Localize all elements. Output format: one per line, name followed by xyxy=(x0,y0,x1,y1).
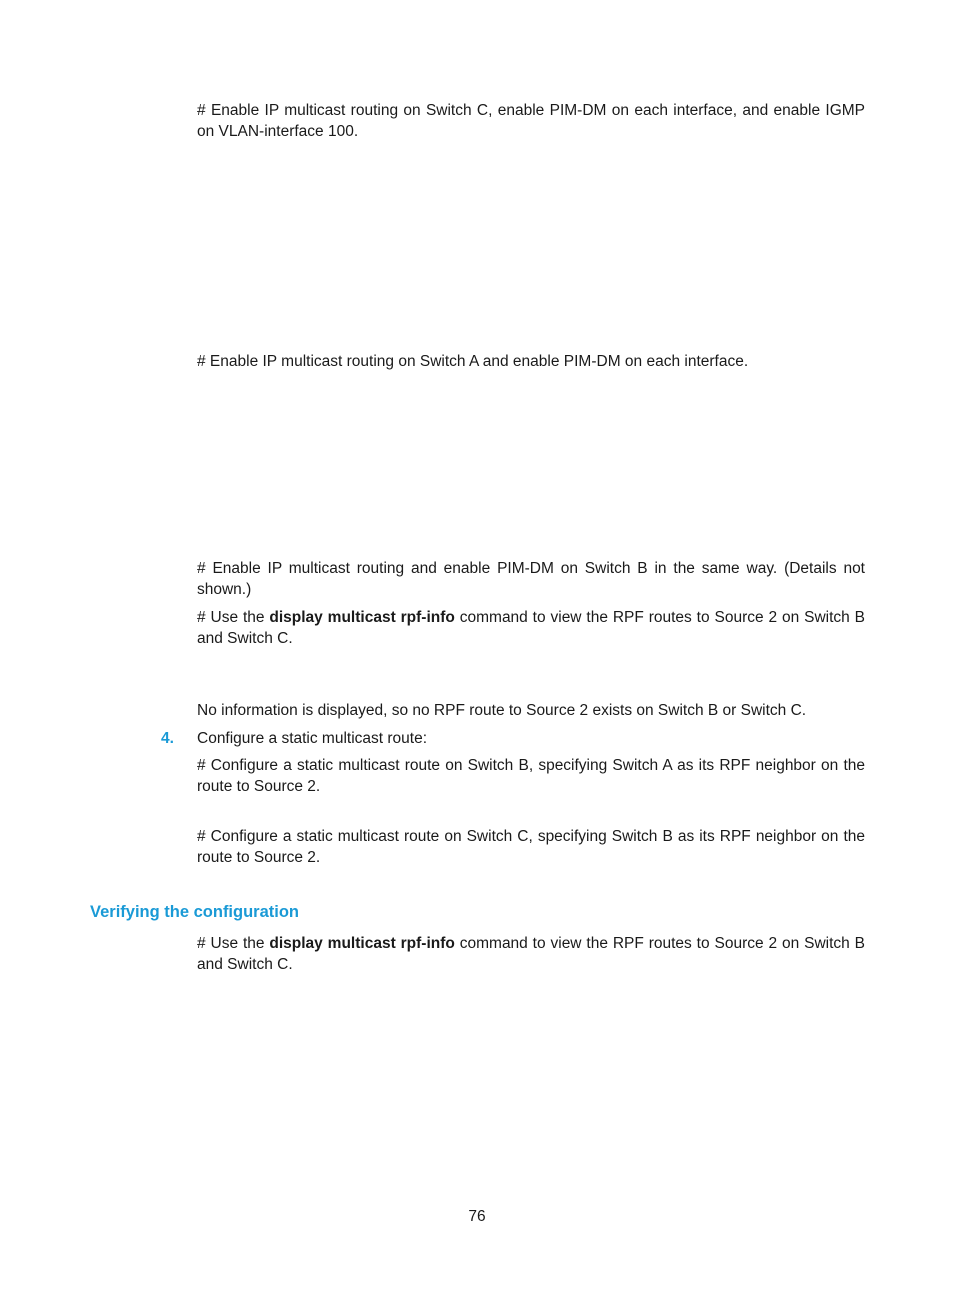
paragraph-display-rpf-before xyxy=(197,607,865,649)
command-display-multicast-rpf-info: display multicast rpf-info xyxy=(269,609,455,626)
command-display-multicast-rpf-info: display multicast rpf-info xyxy=(269,935,455,952)
step-label: Configure a static multicast route: xyxy=(197,730,428,747)
page-number: 76 xyxy=(468,1208,486,1225)
paragraph-no-information: No information is displayed, so no RPF route to Source 2 exists on Switch B or Switch C. xyxy=(197,702,807,719)
step-number: 4. xyxy=(161,730,174,747)
text-fragment: command to view the RPF routes to Source 2 on Switch B and Switch C. xyxy=(197,609,865,647)
paragraph-static-route-switch-b: # Configure a static multicast route on Switch B, specifying Switch A as its RPF neighbor on the route to Source 2. xyxy=(197,757,865,795)
text-fragment: command to view the RPF routes to Source 2 on Switch B and Switch C. xyxy=(197,935,865,973)
text-fragment: # Use the xyxy=(197,609,270,626)
text-fragment: # Use the xyxy=(197,935,270,952)
paragraph-display-rpf-verify xyxy=(197,933,865,975)
paragraph-enable-switch-a: # Enable IP multicast routing on Switch A and enable PIM-DM on each interface. xyxy=(197,353,749,370)
section-heading-verifying: Verifying the configuration xyxy=(90,903,300,921)
paragraph-enable-switch-b: # Enable IP multicast routing and enable PIM-DM on Switch B in the same way. (Details not shown.) xyxy=(197,560,865,598)
paragraph-static-route-switch-c: # Configure a static multicast route on Switch C, specifying Switch B as its RPF neighbor on the route to Source 2. xyxy=(197,828,865,866)
paragraph-enable-switch-c: # Enable IP multicast routing on Switch C, enable PIM-DM on each interface, and enable IGMP on VLAN-interface 100. xyxy=(197,102,865,140)
